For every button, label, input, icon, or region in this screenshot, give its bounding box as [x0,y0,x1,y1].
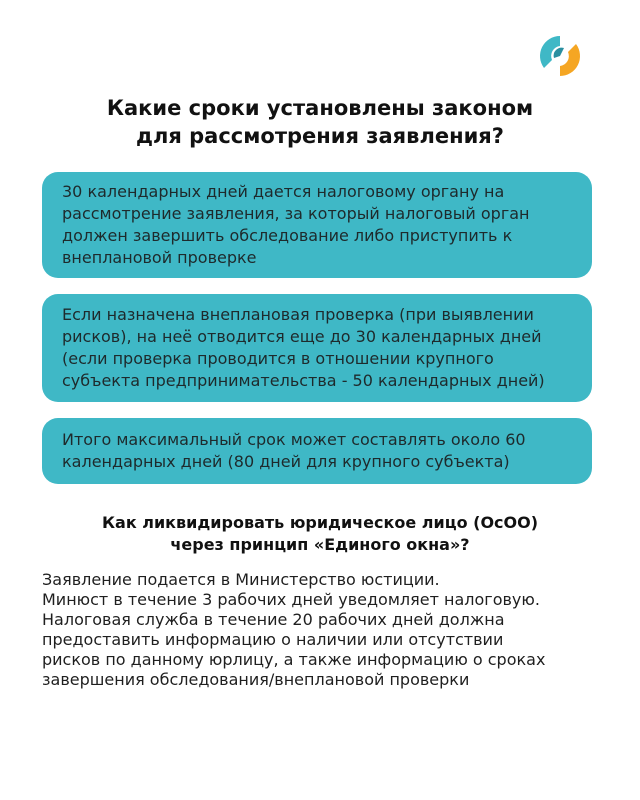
card-text [62,429,526,473]
body-line: Заявление подается в Министерство юстиции. [42,570,440,589]
title-line: Какие сроки установлены законом [106,96,534,120]
section-subtitle [40,512,600,556]
body-line: Налоговая служба в течение 20 рабочих дней должна [42,610,505,629]
card-text [62,304,545,392]
card-line: (если проверка проводится в отношении крупного [62,349,494,368]
card-text [62,181,530,269]
procedure-description [42,570,602,690]
title-line: для рассмотрения заявления? [136,124,504,148]
card-line: должен завершить обследование либо приступить к [62,226,513,245]
info-card-review-period [42,172,592,278]
card-line: Итого максимальный срок может составлять около 60 [62,430,526,449]
body-line: завершения обследования/внеплановой проверки [42,670,470,689]
card-line: 30 календарных дней дается налоговому органу на [62,182,505,201]
card-line: Если назначена внеплановая проверка (при выявлении [62,305,534,324]
card-line: календарных дней (80 дней для крупного субъекта) [62,452,510,471]
card-line: внеплановой проверке [62,248,257,267]
card-line: рисков), на неё отводится еще до 30 календарных дней [62,327,542,346]
body-line: Минюст в течение 3 рабочих дней уведомляет налоговую. [42,590,540,609]
subtitle-line: через принцип «Единого окна»? [170,535,470,554]
info-card-unscheduled-audit [42,294,592,402]
subtitle-line: Как ликвидировать юридическое лицо (ОсОО) [101,513,539,532]
page-title [60,94,580,150]
body-line: предоставить информацию о наличии или отсутствии [42,630,504,649]
card-line: субъекта предпринимательства - 50 календарных дней) [62,371,545,390]
body-line: рисков по данному юрлицу, а также информацию о сроках [42,650,546,669]
card-line: рассмотрение заявления, за который налоговый орган [62,204,530,223]
brand-logo-icon [534,30,586,82]
info-card-total-period [42,418,592,484]
